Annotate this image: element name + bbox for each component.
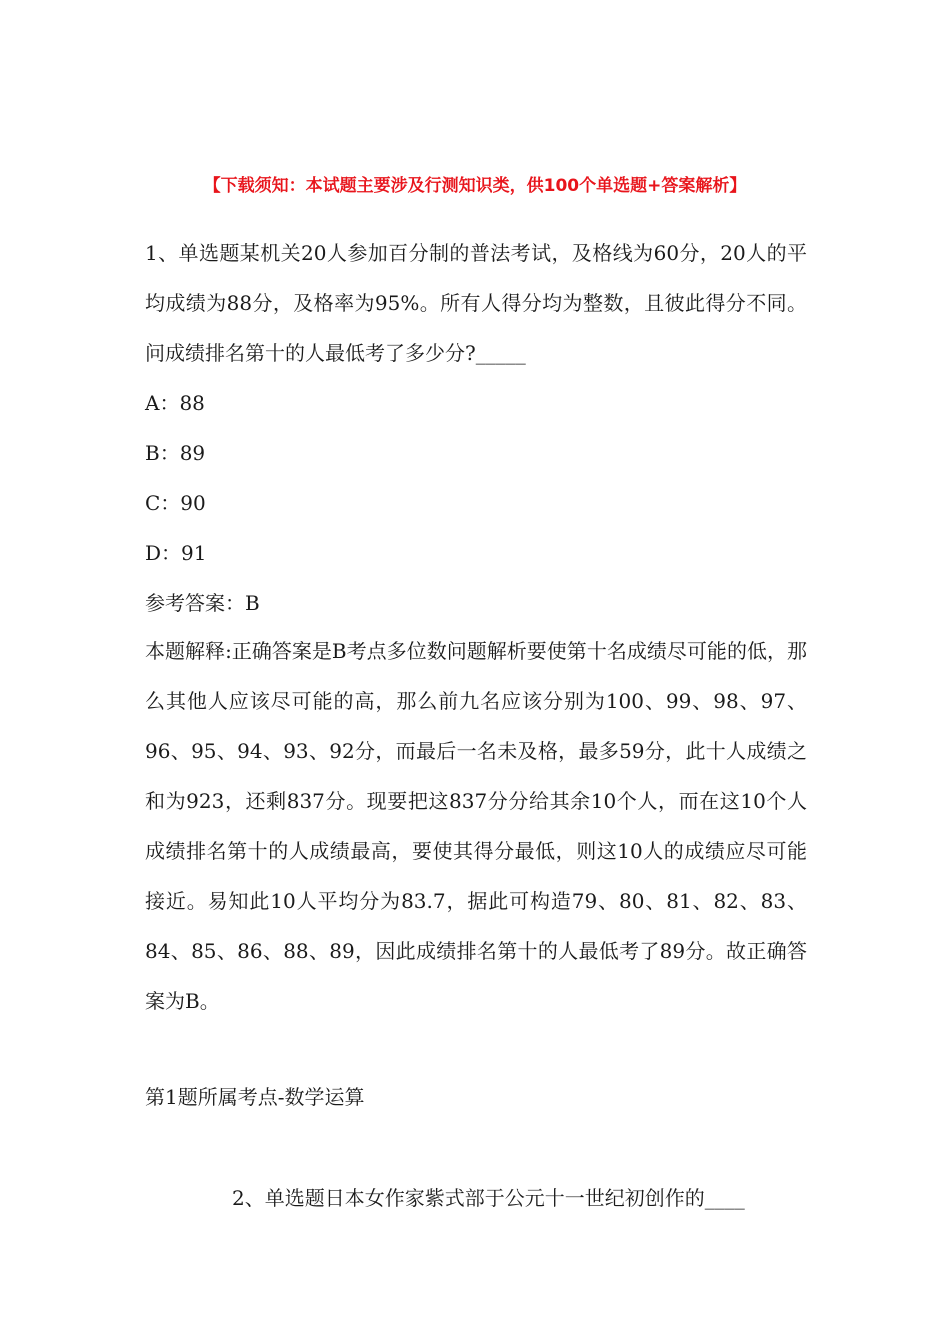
explanation-text: 本题解释:正确答案是B考点多位数问题解析要使第十名成绩尽可能的低，那么其他人应该尽可能的高，那么前九名应该分别为100、99、98、97、96、95、94、93、92分，而最后一名未及格，最多59分，此十人成绩之和为923，还剩837分。现要把这837分分给其余10个人，而在这10个人成绩排名第十的人成绩最高，要使其得分最低，则这10人的成绩应尽可能接近。易知此10人平均分为83.7，据此可构造79、80、81、82、83、84、85、86、88、89，因此成绩排名第十的人最低考了89分。故正确答案为B。 (145, 639, 807, 1013)
question-1-topic: 第1题所属考点-数学运算 (145, 1085, 365, 1109)
option-d: D：91 (145, 541, 207, 565)
question-1 (145, 228, 807, 378)
option-c: C：90 (145, 491, 206, 515)
download-notice: 【下载须知：本试题主要涉及行测知识类，供100个单选题+答案解析】 (203, 176, 747, 196)
reference-answer: 参考答案：B (145, 591, 260, 615)
topic-block (145, 1072, 807, 1122)
option-a: A：88 (145, 391, 205, 415)
question-2-stem: 2、单选题日本女作家紫式部于公元十一世纪初创作的____ (232, 1186, 745, 1210)
explanation-block (145, 626, 807, 1026)
option-b: B：89 (145, 441, 206, 465)
question-1-stem: 1、单选题某机关20人参加百分制的普法考试，及格线为60分，20人的平均成绩为88分，及格率为95%。所有人得分均为整数，且彼此得分不同。问成绩排名第十的人最低考了多少分?_____ (145, 241, 807, 365)
question-1-options (145, 378, 807, 628)
